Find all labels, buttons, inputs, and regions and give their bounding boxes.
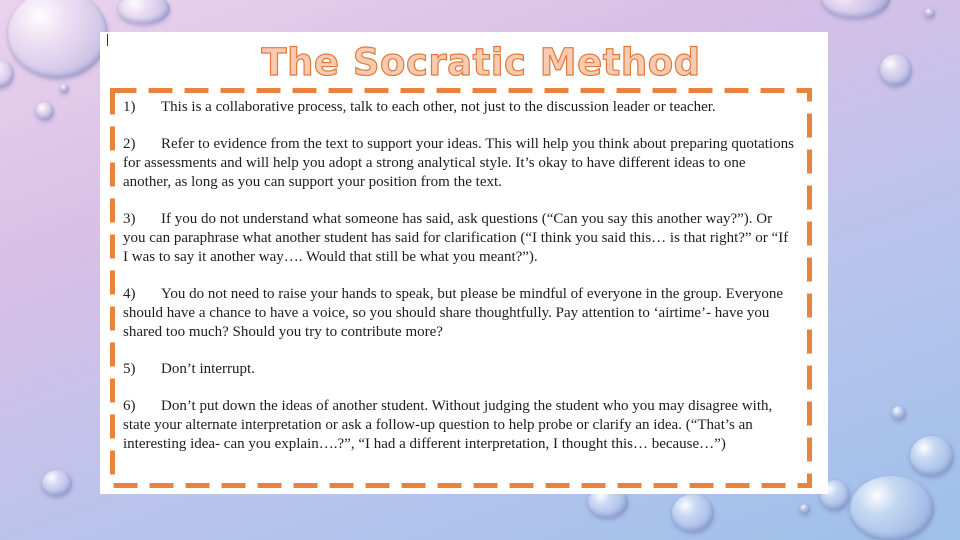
item-number: 2) <box>123 136 136 152</box>
item-text: Don’t put down the ideas of another student. Without judging the student who you may disagree with, state your alternate interpretation or ask a follow-up question to help probe or clarify an idea. (“That’s an interesting idea- can you explain….?”, “I had a different interpretation, I thought this… because…”) <box>123 398 773 452</box>
water-droplet-decoration <box>672 494 714 532</box>
item-text: If you do not understand what someone has said, ask questions (“Can you say this another way?”). Or you can paraphrase what another student has said for clarification (“I think you said this… is that right?” or “If I was to say it another way…. Would that still be what you meant?”). <box>123 211 789 265</box>
water-droplet-decoration <box>800 504 810 514</box>
list-item <box>123 285 795 342</box>
list-item <box>123 98 795 117</box>
water-droplet-decoration <box>118 0 170 24</box>
item-number: 1) <box>123 99 136 115</box>
water-droplet-decoration <box>42 470 72 496</box>
list-item <box>123 210 795 267</box>
list-item <box>123 135 795 192</box>
item-text: You do not need to raise your hands to speak, but please be mindful of everyone in the group. Everyone should have a chance to have a voice, so you should share thoughtfully. Pay attention to ‘airtime’- have you shared too much? Should you try to contribute more? <box>123 286 784 340</box>
rules-list <box>123 98 795 472</box>
water-droplet-decoration <box>36 102 54 120</box>
item-number: 4) <box>123 286 136 302</box>
list-item <box>123 360 795 379</box>
page-title: The Socratic Method <box>261 41 701 84</box>
water-droplet-decoration <box>910 436 954 476</box>
item-number: 6) <box>123 398 136 414</box>
item-text: Don’t interrupt. <box>161 361 255 377</box>
water-droplet-decoration <box>892 406 906 420</box>
water-droplet-decoration <box>822 0 890 18</box>
water-droplet-decoration <box>925 8 935 18</box>
item-text: Refer to evidence from the text to support your ideas. This will help you think about preparing quotations for assessments and will help you adopt a strong analytical style. It’s okay to have different ideas to one another, as long as you can support your position from the text. <box>123 136 794 190</box>
water-droplet-decoration <box>850 476 934 540</box>
item-number: 5) <box>123 361 136 377</box>
list-item <box>123 397 795 454</box>
item-number: 3) <box>123 211 136 227</box>
item-text: This is a collaborative process, talk to each other, not just to the discussion leader or teacher. <box>161 99 716 115</box>
